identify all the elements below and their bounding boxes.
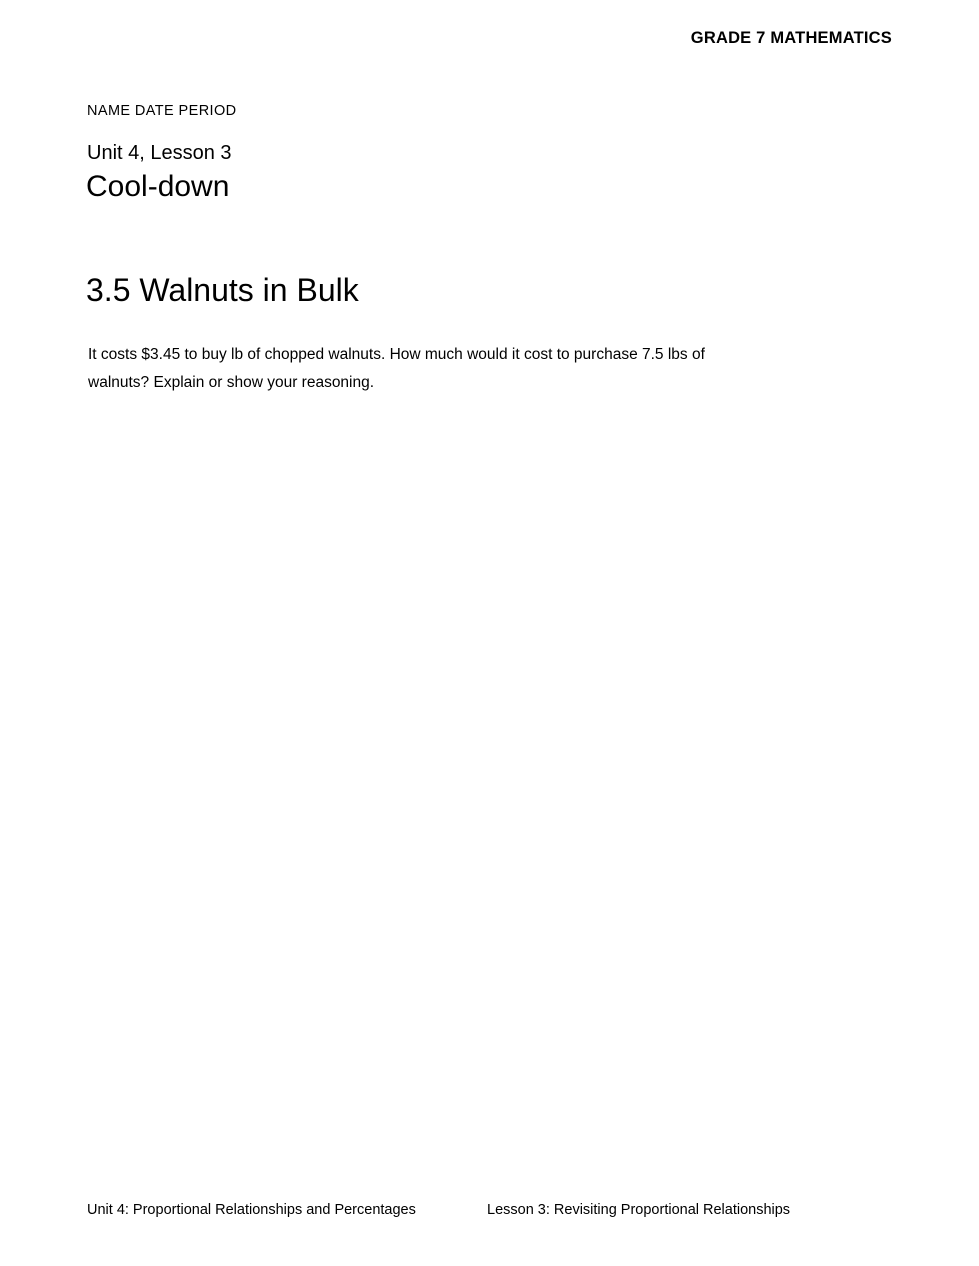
footer-unit-title: Unit 4: Proportional Relationships and Percentages [87, 1202, 416, 1218]
unit-lesson-label: Unit 4, Lesson 3 [87, 142, 232, 164]
name-date-period-line: NAME DATE PERIOD [87, 103, 237, 119]
problem-statement: It costs $3.45 to buy lb of chopped walnuts. How much would it cost to purchase 7.5 lbs of walnuts? Explain or show your reasoning. [88, 345, 705, 391]
document-type-heading: Cool-down [86, 170, 230, 203]
activity-title: 3.5 Walnuts in Bulk [86, 272, 359, 309]
footer-lesson-title: Lesson 3: Revisiting Proportional Relationships [487, 1202, 791, 1218]
course-header: GRADE 7 MATHEMATICS [690, 29, 892, 47]
